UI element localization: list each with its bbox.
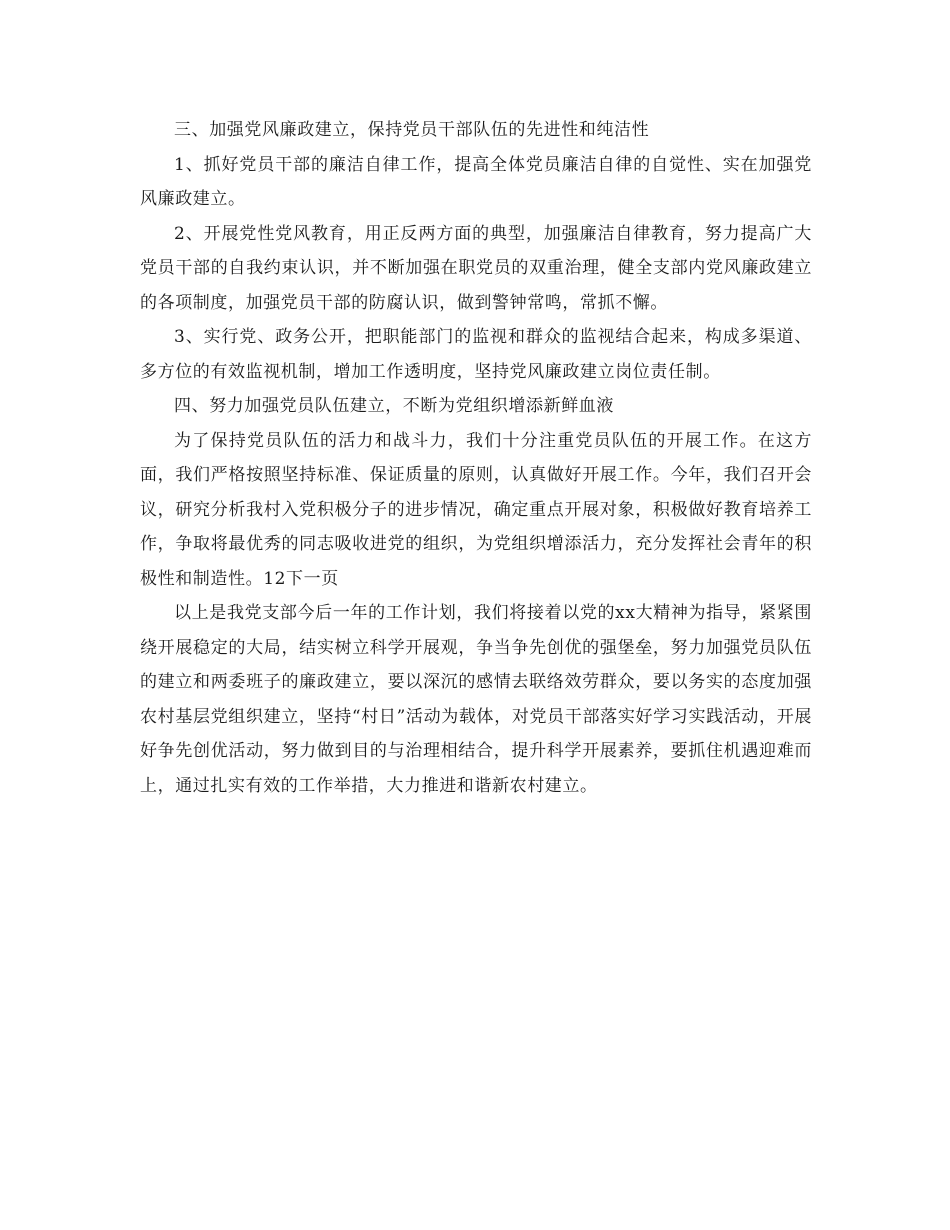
paragraph-item-3: 3、实行党、政务公开，把职能部门的监视和群众的监视结合起来，构成多渠道、多方位的有效监视机制，增加工作透明度，坚持党风廉政建立岗位责任制。 xyxy=(140,327,812,382)
document-body xyxy=(140,113,812,803)
paragraph-item-1: 1、抓好党员干部的廉洁自律工作，提高全体党员廉洁自律的自觉性、实在加强党风廉政建立。 xyxy=(140,154,812,209)
paragraph-member-development: 为了保持党员队伍的活力和战斗力，我们十分注重党员队伍的开展工作。在这方面，我们严格按照坚持标准、保证质量的原则，认真做好开展工作。今年，我们召开会议，研究分析我村入党积极分子的进步情况，确定重点开展对象，积极做好教育培养工作，争取将最优秀的同志吸收进党的组织，为党组织增添活力，充分发挥社会青年的积极性和制造性。12下一页 xyxy=(140,430,812,589)
section-heading-three: 三、加强党风廉政建立，保持党员干部队伍的先进性和纯洁性 xyxy=(174,120,650,140)
paragraph-conclusion: 以上是我党支部今后一年的工作计划，我们将接着以党的xx大精神为指导，紧紧围绕开展稳定的大局，结实树立科学开展观，争当争先创优的强堡垒，努力加强党员队伍的建立和两委班子的廉政建立，要以深沉的感情去联络效劳群众，要以务实的态度加强农村基层党组织建立，坚持“村日”活动为载体，对党员干部落实好学习实践活动，开展好争先创优活动，努力做到目的与治理相结合，提升科学开展素养，要抓住机遇迎难而上，通过扎实有效的工作举措，大力推进和谐新农村建立。 xyxy=(140,603,812,796)
section-heading-four: 四、努力加强党员队伍建立，不断为党组织增添新鲜血液 xyxy=(174,396,614,416)
paragraph-item-2: 2、开展党性党风教育，用正反两方面的典型，加强廉洁自律教育，努力提高广大党员干部的自我约束认识，并不断加强在职党员的双重治理，健全支部内党风廉政建立的各项制度，加强党员干部的防腐认识，做到警钟常鸣，常抓不懈。 xyxy=(140,223,812,313)
